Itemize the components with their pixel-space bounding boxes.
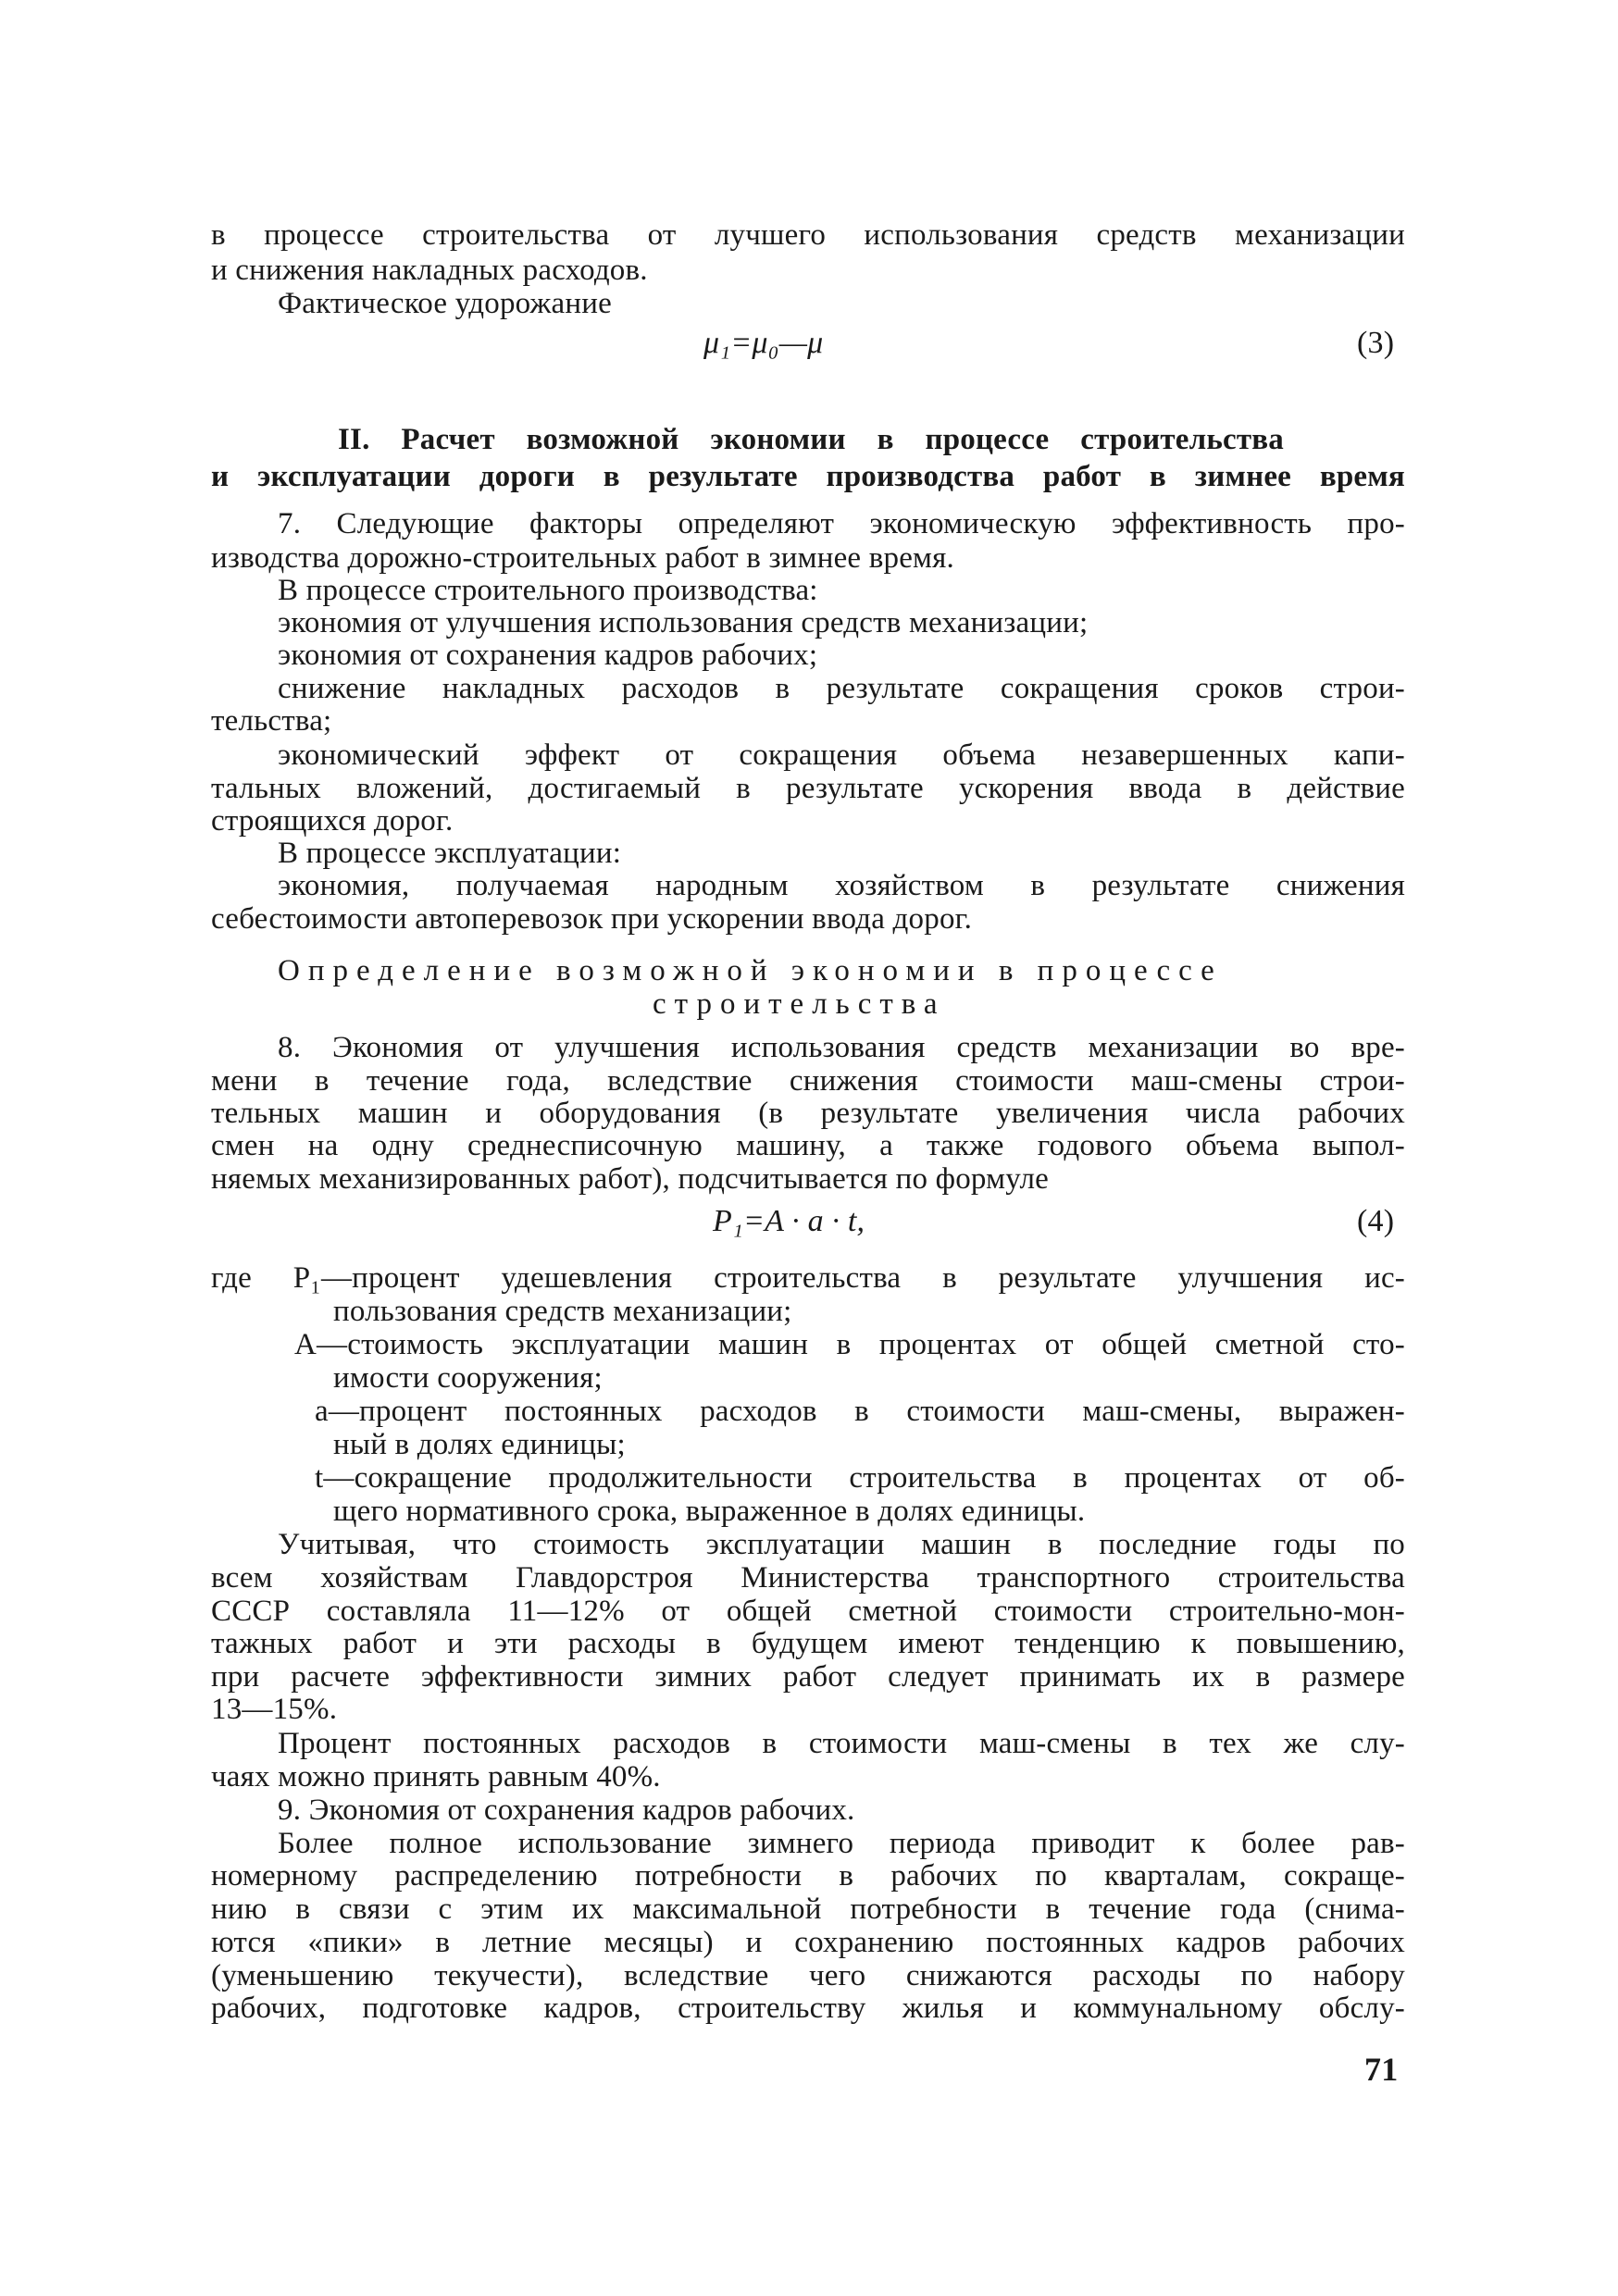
text-line: номерному распределению потребности в рабочих по кварталам, сокраще- xyxy=(211,1859,1405,1893)
formula-3-number: (3) xyxy=(1357,326,1395,360)
text-line: экономия, получаемая народным хозяйством в результате снижения xyxy=(278,869,1405,902)
text-line: себестоимости автоперевозок при ускорении ввода дорог. xyxy=(211,902,973,936)
text-line: имости сооружения; xyxy=(333,1361,603,1395)
text-line: где P₁—процент удешевления строительства в результате улучшения ис- xyxy=(211,1261,1405,1295)
text-line: строящихся дорог. xyxy=(211,804,454,838)
text-line: Более полное использование зимнего периода приводит к более рав- xyxy=(278,1827,1405,1860)
text-line: 13—15%. xyxy=(211,1693,338,1726)
text-line: В процессе строительного производства: xyxy=(278,574,818,607)
text-line: Фактическое удорожание xyxy=(278,287,612,320)
text-line: экономия от улучшения использования средств механизации; xyxy=(278,606,1089,639)
text-line: ются «пики» в летние месяцы) и сохранению постоянных кадров рабочих xyxy=(211,1926,1405,1959)
section-heading-line: II. Расчет возможной экономии в процессе строительства xyxy=(338,423,1284,456)
text-line: нию в связи с этим их максимальной потребности в течение года (снима- xyxy=(211,1893,1405,1926)
text-line: экономический эффект от сокращения объема незавершенных капи- xyxy=(278,738,1405,772)
text-line: 7. Следующие факторы определяют экономическую эффективность про- xyxy=(278,507,1405,540)
text-line: всем хозяйствам Главдорстроя Министерства транспортного строительства xyxy=(211,1561,1405,1595)
formula-4-number: (4) xyxy=(1357,1204,1395,1238)
text-line: тажных работ и эти расходы в будущем имеют тенденцию к повышению, xyxy=(211,1627,1405,1660)
text-line: В процессе эксплуатации: xyxy=(278,837,622,870)
text-line: t—сокращение продолжительности строительства в процентах от об- xyxy=(315,1461,1405,1495)
subheading-line-2: строительства xyxy=(653,987,946,1021)
text-line: в процессе строительства от лучшего использования средств механизации xyxy=(211,218,1405,252)
text-line: 9. Экономия от сохранения кадров рабочих. xyxy=(278,1793,855,1827)
text-line: Учитывая, что стоимость эксплуатации машин в последние годы по xyxy=(278,1528,1405,1561)
text-line: (уменьшению текучести), вследствие чего снижаются расходы по набору xyxy=(211,1959,1405,1992)
subheading-line-1: Определение возможной экономии в процессе xyxy=(278,954,1223,987)
text-line: смен на одну среднесписочную машину, а также годового объема выпол- xyxy=(211,1129,1405,1162)
text-line: СССР составляла 11—12% от общей сметной стоимости строительно-мон- xyxy=(211,1595,1405,1628)
text-line: рабочих, подготовке кадров, строительству жилья и коммунальному обслу- xyxy=(211,1992,1405,2025)
formula-3: μ₁=μ₀—μ xyxy=(703,326,824,360)
text-line: 8. Экономия от улучшения использования средств механизации во вре- xyxy=(278,1031,1405,1064)
section-heading-line: и эксплуатации дороги в результате производства работ в зимнее время xyxy=(211,460,1405,493)
text-line: снижение накладных расходов в результате сокращения сроков строи- xyxy=(278,672,1405,705)
text-line: мени в течение года, вследствие снижения стоимости маш-смены строи- xyxy=(211,1064,1405,1098)
text-line: тельных машин и оборудования (в результате увеличения числа рабочих xyxy=(211,1097,1405,1130)
text-line: щего нормативного срока, выраженное в долях единицы. xyxy=(333,1495,1086,1528)
text-line: и снижения накладных расходов. xyxy=(211,254,648,287)
text-line: чаях можно принять равным 40%. xyxy=(211,1760,661,1793)
text-line: ный в долях единицы; xyxy=(333,1428,626,1461)
text-line: a—процент постоянных расходов в стоимости маш-смены, выражен- xyxy=(315,1395,1405,1428)
text-line: при расчете эффективности зимних работ следует принимать их в размере xyxy=(211,1660,1405,1694)
text-line: изводства дорожно-строительных работ в зимнее время. xyxy=(211,541,954,575)
text-line: тальных вложений, достигаемый в результате ускорения ввода в действие xyxy=(211,772,1405,805)
page-number: 71 xyxy=(1364,2051,1399,2088)
text-line: A—стоимость эксплуатации машин в процентах от общей сметной сто- xyxy=(294,1328,1405,1361)
text-line: няемых механизированных работ), подсчитывается по формуле xyxy=(211,1162,1049,1196)
text-line: Процент постоянных расходов в стоимости маш-смены в тех же слу- xyxy=(278,1727,1405,1760)
text-line: пользования средств механизации; xyxy=(333,1295,792,1328)
formula-4: P₁=A · a · t, xyxy=(713,1204,865,1238)
text-line: тельства; xyxy=(211,704,332,738)
text-line: экономия от сохранения кадров рабочих; xyxy=(278,639,818,672)
